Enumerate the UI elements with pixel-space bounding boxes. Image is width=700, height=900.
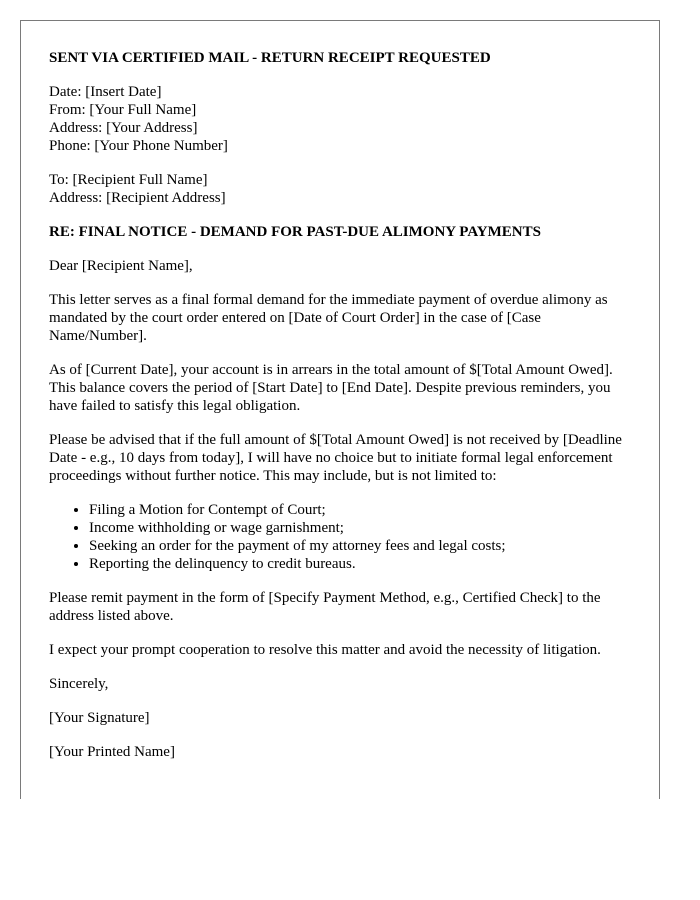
enforcement-list	[49, 501, 639, 573]
sender-phone: Phone: [Your Phone Number]	[49, 138, 228, 154]
sender-block	[49, 83, 639, 155]
body-paragraph-3: Please be advised that if the full amount of $[Total Amount Owed] is not received by [Deadline Date - e.g., 10 days from today], I will have no choice but to initiate formal legal enforcement proceedings without further notice. This may include, but is not limited to:	[49, 432, 622, 484]
printed-name-placeholder: [Your Printed Name]	[49, 744, 175, 760]
signature-placeholder: [Your Signature]	[49, 710, 150, 726]
list-item: • Filing a Motion for Contempt of Court;	[89, 501, 639, 519]
sender-from: From: [Your Full Name]	[49, 102, 197, 118]
body-paragraph-2: As of [Current Date], your account is in arrears in the total amount of $[Total Amount Owed]. This balance covers the period of [Start Date] to [End Date]. Despite previous reminders, you have failed to satisfy this legal obligation.	[49, 362, 613, 414]
recipient-block	[49, 171, 639, 207]
body-paragraph-4: Please remit payment in the form of [Specify Payment Method, e.g., Certified Check] to the address listed above.	[49, 590, 601, 624]
list-item: • Seeking an order for the payment of my attorney fees and legal costs;	[89, 537, 639, 555]
letter-page	[20, 20, 660, 799]
list-item: • Reporting the delinquency to credit bureaus.	[89, 555, 639, 573]
recipient-address: Address: [Recipient Address]	[49, 190, 226, 206]
body-paragraph-1: This letter serves as a final formal demand for the immediate payment of overdue alimony as mandated by the court order entered on [Date of Court Order] in the case of [Case Name/Number].	[49, 292, 608, 344]
letter-content	[49, 49, 639, 777]
sender-date: Date: [Insert Date]	[49, 84, 162, 100]
delivery-notice: SENT VIA CERTIFIED MAIL - RETURN RECEIPT REQUESTED	[49, 50, 491, 66]
subject-line: RE: FINAL NOTICE - DEMAND FOR PAST-DUE ALIMONY PAYMENTS	[49, 224, 541, 240]
sign-off: Sincerely,	[49, 676, 109, 692]
body-paragraph-5: I expect your prompt cooperation to resolve this matter and avoid the necessity of litigation.	[49, 642, 601, 658]
list-item: • Income withholding or wage garnishment;	[89, 519, 639, 537]
salutation: Dear [Recipient Name],	[49, 258, 193, 274]
sender-address: Address: [Your Address]	[49, 120, 198, 136]
recipient-to: To: [Recipient Full Name]	[49, 172, 208, 188]
